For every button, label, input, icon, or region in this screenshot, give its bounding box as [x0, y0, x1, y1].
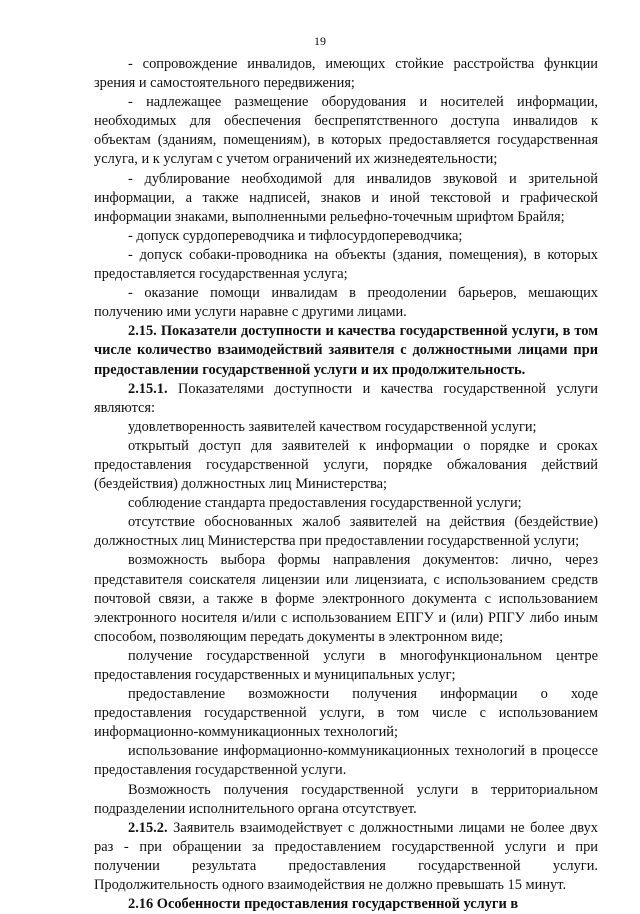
- clause-number: 2.15.1.: [128, 380, 168, 397]
- paragraph: предоставление возможности получения информации о ходе предоставления государственной услуги, в том числе с использованием информационно-коммуникационных технологий;: [94, 686, 598, 741]
- paragraph: - надлежащее размещение оборудования и носителей информации, необходимых для обеспечения беспрепятственного доступа инвалидов к объектам (зданиям, помещениям), в которых предоставляется государственная услуга, и к услугам с учетом ограничений их жизнедеятельности;: [94, 94, 598, 168]
- heading-text: 2.15. Показатели доступности и качества государственной услуги, в том числе количество взаимодействий заявителя с должностными лицами при предоставлении государственной услуги и их продолжительность.: [94, 323, 598, 378]
- paragraph: - допуск сурдопереводчика и тифлосурдопереводчика;: [128, 227, 463, 244]
- paragraph: отсутствие обоснованных жалоб заявителей на действия (бездействие) должностных лиц Министерства при предоставлении государственной услуги;: [94, 514, 598, 550]
- paragraph: - допуск собаки-проводника на объекты (здания, помещения), в которых предоставляется государственная услуга;: [94, 246, 598, 283]
- clause-number: 2.15.2.: [128, 819, 168, 836]
- paragraph: удовлетворенность заявителей качеством государственной услуги;: [128, 418, 537, 435]
- numbered-paragraph: [94, 380, 598, 418]
- page-number: 19: [314, 34, 326, 48]
- paragraph: получение государственной услуги в многофункциональном центре предоставления государственных и муниципальных услуг;: [94, 647, 598, 683]
- document-body: [94, 55, 598, 914]
- paragraph: Возможность получения государственной услуги в территориальном подразделении исполнительного органа отсутствует.: [94, 781, 598, 817]
- paragraph-text: Заявитель взаимодействует с должностными лицами не более двух раз - при обращении за предоставлением государственной услуги и при получении результата предоставления государственной услуги. Продолжительность одного взаимодействия не должно превышать 15 минут.: [94, 819, 598, 894]
- paragraph: - сопровождение инвалидов, имеющих стойкие расстройства функции зрения и самостоятельного передвижения;: [94, 56, 598, 92]
- paragraph: открытый доступ для заявителей к информации о порядке и сроках предоставления государственной услуги, порядке обжалования действий (бездействия) должностных лиц Министерства;: [94, 437, 598, 493]
- paragraph: - дублирование необходимой для инвалидов звуковой и зрительной информации, а также надписей, знаков и иной текстовой и графической информации знаками, выполненными рельефно-точечным шрифтом Брайля;: [94, 170, 598, 225]
- heading-text: 2.16 Особенности предоставления государственной услуги в: [128, 896, 519, 913]
- paragraph: - оказание помощи инвалидам в преодолении барьеров, мешающих получению ими услуги наравне с другими лицами.: [94, 285, 598, 321]
- numbered-paragraph: [94, 819, 598, 895]
- section-heading: [94, 322, 598, 379]
- paragraph-text: Показателями доступности и качества государственной услуги являются:: [94, 380, 598, 416]
- paragraph: соблюдение стандарта предоставления государственной услуги;: [128, 495, 522, 512]
- paragraph: использование информационно-коммуникационных технологий в процессе предоставления государственной услуги.: [94, 743, 598, 779]
- paragraph: возможность выбора формы направления документов: лично, через представителя соискателя лицензии или лицензиата, с использованием средств почтовой связи, а также в форме электронного документа с использованием электронного носителя и/или с использованием ЕПГУ и (или) РПГУ либо иным способом, позволяющим передать документы в электронном виде;: [94, 552, 598, 645]
